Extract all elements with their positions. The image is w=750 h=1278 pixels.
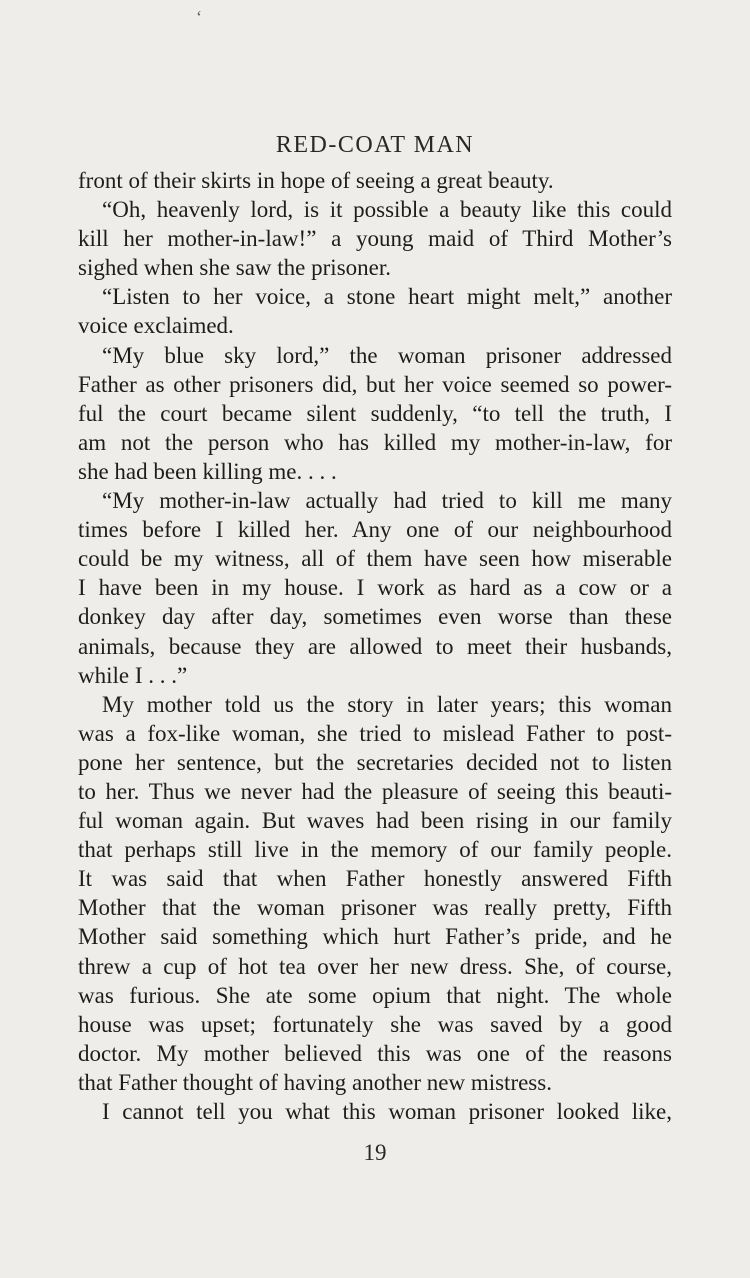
text-line: could be my witness, all of them have seen how miserable: [78, 546, 672, 572]
text-line: “Listen to her voice, a stone heart might melt,” another: [102, 284, 672, 310]
text-line: I cannot tell you what this woman prisoner looked like,: [102, 1099, 672, 1124]
text-line: that perhaps still live in the memory of our family people.: [78, 837, 672, 863]
text-line: doctor. My mother believed this was one of the reasons: [78, 1040, 672, 1066]
text-line: “Oh, heavenly lord, is it possible a beauty like this could: [102, 197, 672, 223]
text-line: animals, because they are allowed to meet their husbands,: [78, 633, 672, 659]
text-line: “My blue sky lord,” the woman prisoner addressed: [102, 342, 672, 368]
text-line: Mother said something which hurt Father’s pride, and he: [78, 924, 672, 950]
text-line: It was said that when Father honestly answered Fifth: [78, 866, 672, 892]
text-line: My mother told us the story in later years; this woman: [102, 691, 672, 717]
text-line: am not the person who has killed my mother-in-law, for: [78, 429, 672, 455]
text-line: voice exclaimed.: [78, 313, 234, 339]
text-line: was furious. She ate some opium that night. The whole: [78, 982, 672, 1008]
ink-mark: ‘: [196, 7, 202, 27]
text-line: while I . . .”: [78, 662, 188, 688]
text-line: that Father thought of having another new mistress.: [78, 1069, 552, 1095]
text-line: ful woman again. But waves had been rising in our family: [78, 808, 672, 834]
text-line: threw a cup of hot tea over her new dress. She, of course,: [78, 953, 672, 979]
text-line: sighed when she saw the prisoner.: [78, 255, 391, 281]
page-number: 19: [363, 1140, 387, 1165]
text-line: kill her mother-in-law!” a young maid of Third Mother’s: [78, 226, 672, 252]
text-line: front of their skirts in hope of seeing a great beauty.: [78, 168, 554, 193]
text-line: Mother that the woman prisoner was really pretty, Fifth: [78, 895, 672, 921]
text-line: ful the court became silent suddenly, “to tell the truth, I: [78, 400, 672, 426]
text-line: was a fox-like woman, she tried to mislead Father to post-: [78, 720, 672, 746]
text-line: house was upset; fortunately she was saved by a good: [78, 1011, 672, 1037]
text-line: she had been killing me. . . .: [78, 458, 337, 484]
text-line: donkey day after day, sometimes even worse than these: [78, 604, 672, 630]
text-line: Father as other prisoners did, but her voice seemed so power-: [78, 371, 672, 397]
text-line: to her. Thus we never had the pleasure of seeing this beauti-: [78, 778, 672, 804]
text-line: “My mother-in-law actually had tried to kill me many: [102, 488, 672, 514]
text-line: I have been in my house. I work as hard as a cow or a: [78, 575, 672, 601]
running-head: RED-COAT MAN: [275, 132, 475, 158]
text-line: times before I killed her. Any one of our neighbourhood: [78, 517, 672, 543]
text-line: pone her sentence, but the secretaries decided not to listen: [78, 749, 672, 775]
body-text: [78, 166, 672, 1126]
